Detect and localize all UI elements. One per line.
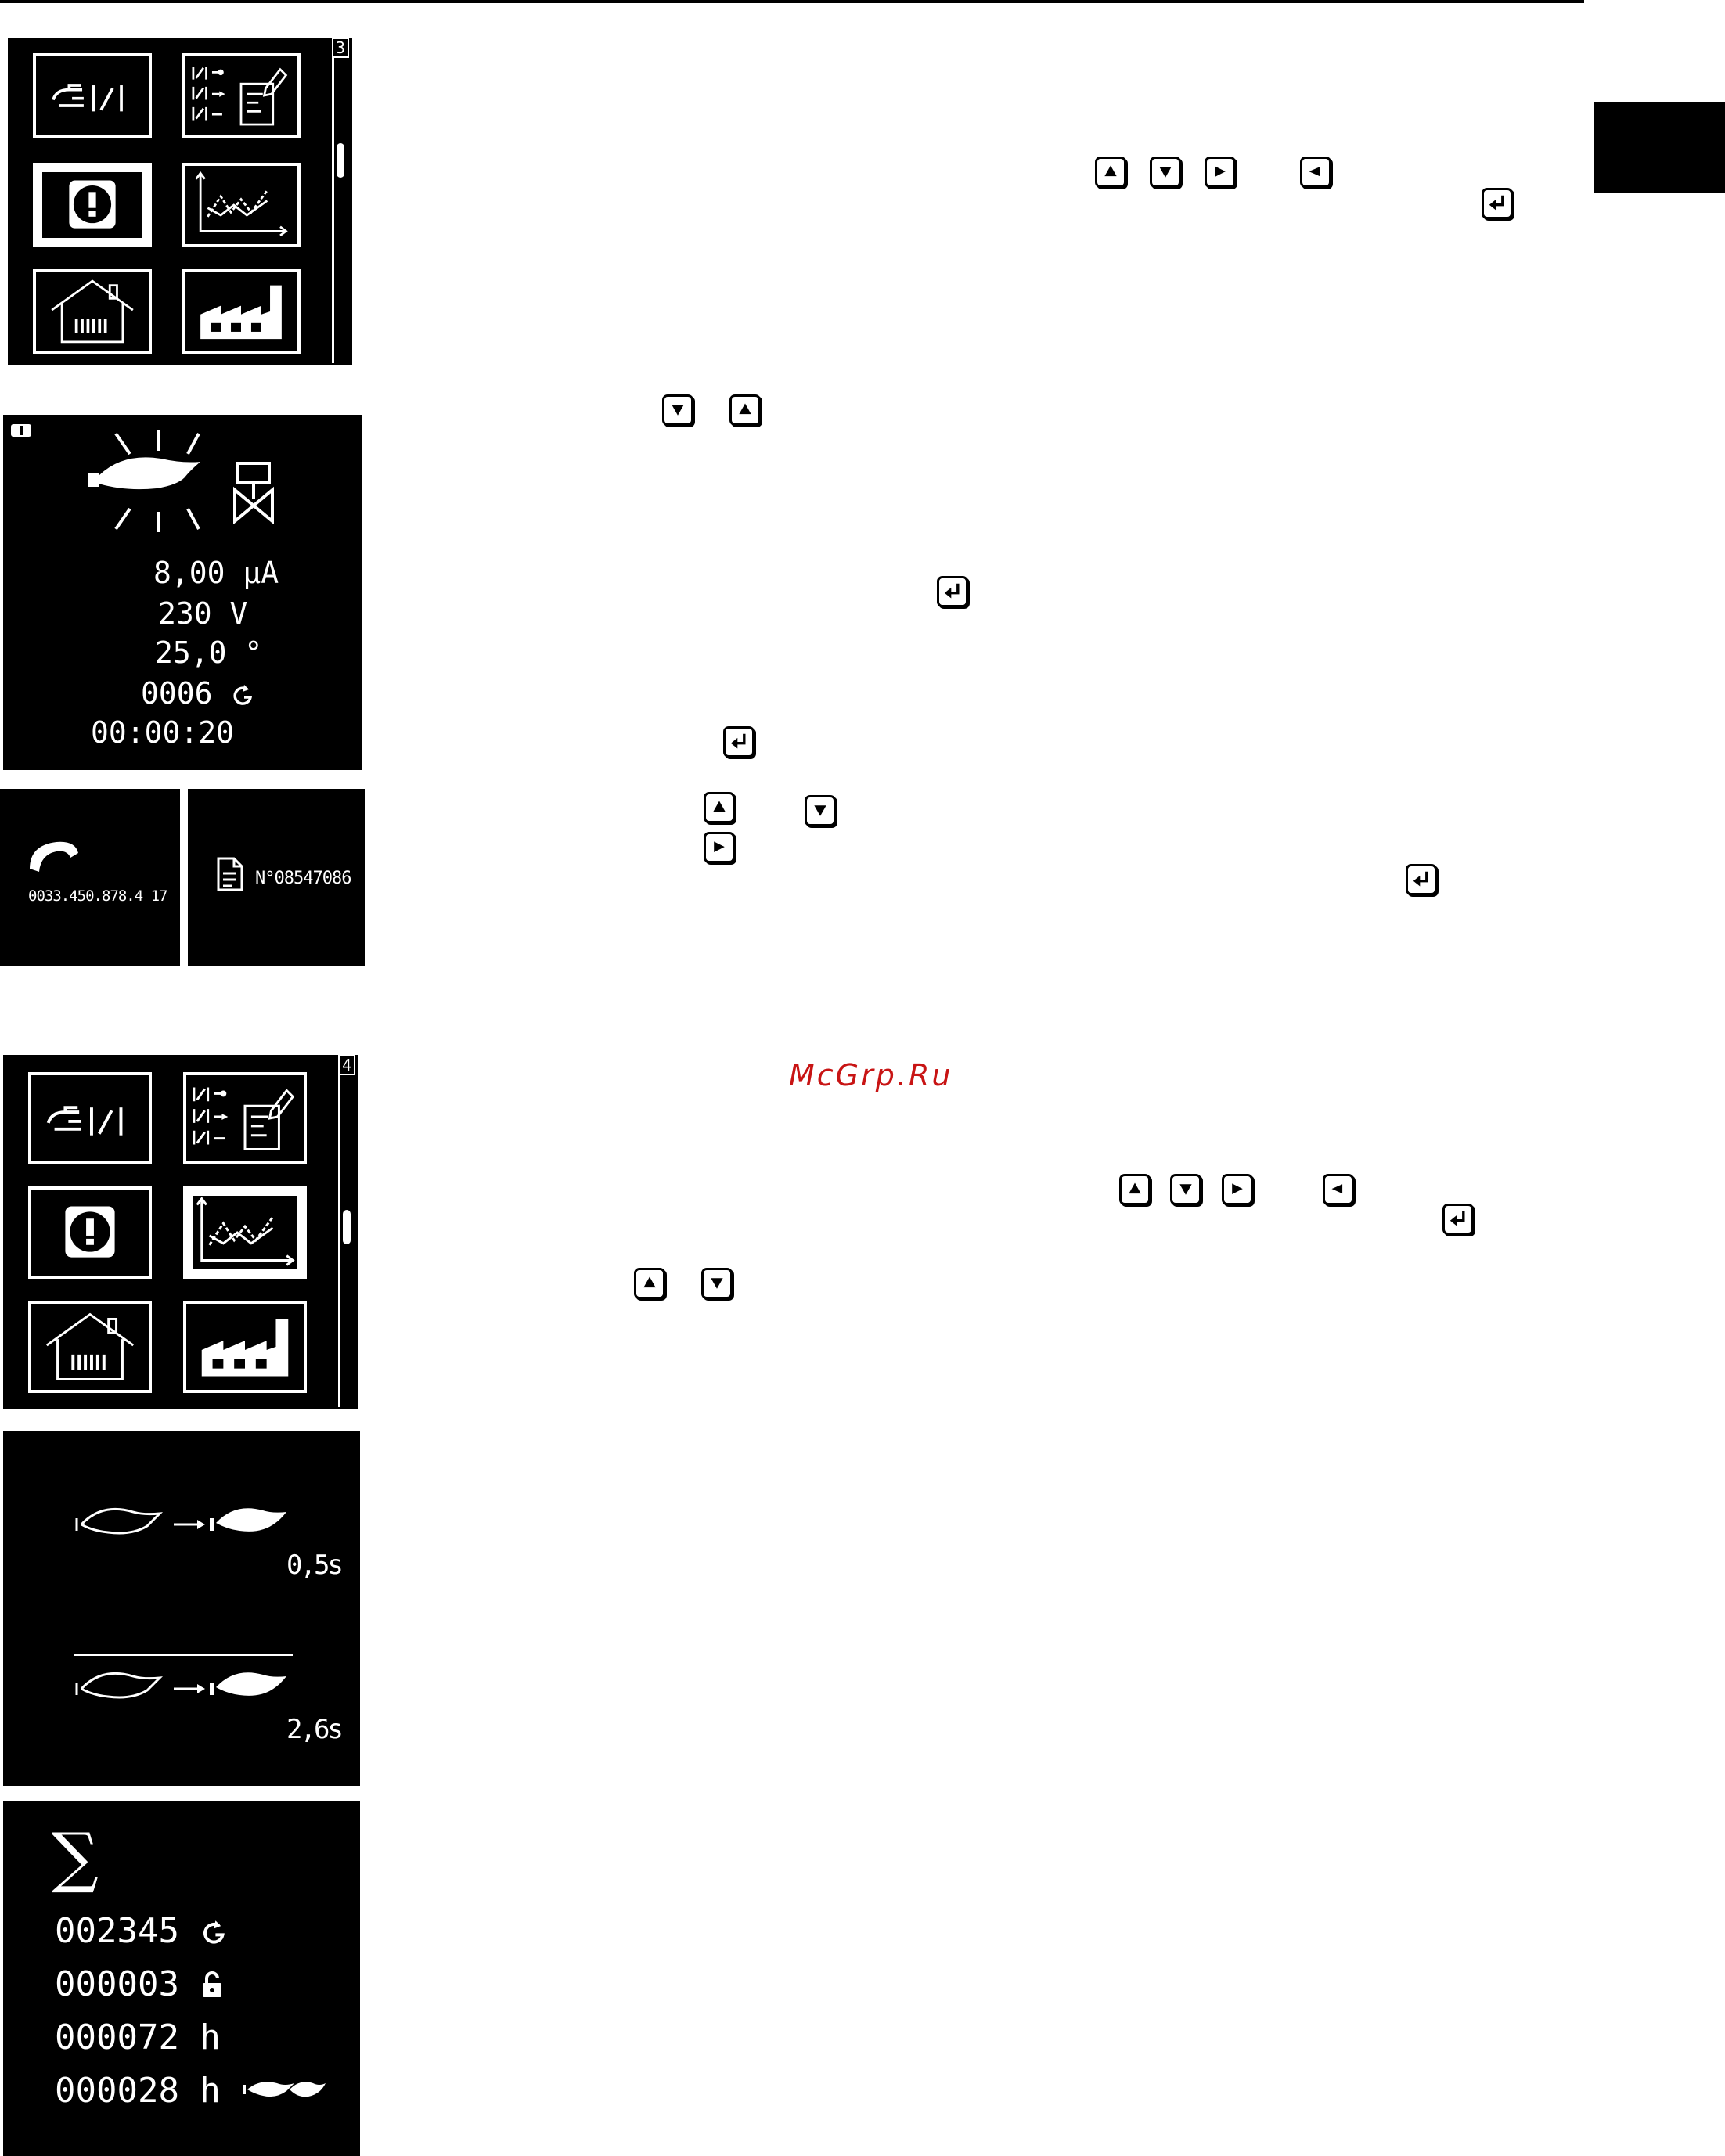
burner-status-screen <box>3 415 362 770</box>
right-arrow-key[interactable] <box>704 832 735 863</box>
contact-screen <box>0 789 180 966</box>
cycles-value <box>141 676 254 711</box>
valve-icon <box>230 460 277 524</box>
lockouts-count: 000003 <box>55 1964 179 2004</box>
factory-icon[interactable] <box>183 1301 307 1393</box>
up-arrow-key[interactable] <box>704 792 735 823</box>
temperature-value: 25,0 ° <box>155 635 263 670</box>
manual-switch-icon[interactable] <box>28 1072 152 1164</box>
enter-key[interactable] <box>937 576 968 607</box>
trend-chart-icon[interactable] <box>182 163 301 247</box>
total-hours: 000072 h <box>55 2017 221 2057</box>
up-arrow-key[interactable] <box>634 1268 665 1299</box>
flame-ignition-icon <box>72 1499 299 1550</box>
enter-key[interactable] <box>723 726 754 758</box>
up-arrow-key[interactable] <box>1119 1174 1151 1205</box>
enter-key[interactable] <box>1482 188 1513 219</box>
factory-icon[interactable] <box>182 269 301 354</box>
menu-screen-page-4 <box>3 1055 358 1409</box>
cycles-count: 0006 <box>141 676 213 711</box>
home-icon[interactable] <box>28 1301 152 1393</box>
home-icon[interactable] <box>33 269 152 354</box>
header-rule <box>0 0 1584 3</box>
ignition-time-screen <box>3 1431 360 1786</box>
chapter-tab <box>1594 102 1725 193</box>
restart-icon <box>230 683 254 707</box>
phone-number: 0033.450.878.4 17 <box>28 887 167 905</box>
ignition-time-1: 0,5s <box>286 1550 341 1581</box>
restart-icon <box>200 1919 226 1945</box>
serial-number: N°08547086 <box>255 869 351 888</box>
flame-current-value: 8,00 µA <box>153 556 279 590</box>
flame-ignition-icon <box>72 1664 299 1714</box>
parameters-icon[interactable] <box>182 53 301 138</box>
separator-line <box>74 1654 293 1656</box>
watermark: McGrp.Ru <box>789 1058 953 1092</box>
menu-screen-page-3 <box>8 38 352 365</box>
phone-icon <box>25 837 83 876</box>
down-arrow-key[interactable] <box>1150 157 1181 188</box>
down-arrow-key[interactable] <box>662 394 693 426</box>
sigma-symbol: ∑ <box>52 1819 99 1895</box>
manual-switch-icon[interactable] <box>33 53 152 138</box>
menu-scroll-thumb[interactable] <box>337 143 344 178</box>
down-arrow-key[interactable] <box>805 795 836 826</box>
page-number: 4 <box>338 1055 355 1075</box>
voltage-value: 230 V <box>158 596 248 631</box>
alarm-icon[interactable] <box>33 163 152 247</box>
left-arrow-key[interactable] <box>1300 157 1331 188</box>
serial-number-screen <box>188 789 365 966</box>
counters-screen <box>3 1801 360 2156</box>
enter-key[interactable] <box>1442 1204 1474 1235</box>
battery-icon <box>11 424 31 437</box>
enter-key[interactable] <box>1406 864 1437 895</box>
burner-starts-count: 002345 <box>55 1911 179 1951</box>
right-arrow-key[interactable] <box>1205 157 1236 188</box>
flame-icon <box>81 430 230 532</box>
lockouts-row <box>55 1964 225 2004</box>
up-arrow-key[interactable] <box>729 394 761 426</box>
menu-scrollbar[interactable] <box>332 39 343 363</box>
menu-scroll-thumb[interactable] <box>343 1210 351 1244</box>
page-number: 3 <box>332 38 349 58</box>
left-arrow-key[interactable] <box>1323 1174 1354 1205</box>
document-icon <box>216 856 244 892</box>
lock-icon <box>200 1971 225 1999</box>
down-arrow-key[interactable] <box>701 1268 733 1299</box>
elapsed-time-value: 00:00:20 <box>91 715 235 750</box>
ignition-time-2: 2,6s <box>286 1714 341 1745</box>
alarm-icon[interactable] <box>28 1186 152 1279</box>
trend-chart-icon[interactable] <box>183 1186 307 1279</box>
burner-starts-row <box>55 1911 226 1951</box>
down-arrow-key[interactable] <box>1170 1174 1201 1205</box>
flame-hours: 000028 h <box>55 2071 221 2111</box>
flame-hours-row <box>55 2071 327 2111</box>
flame-icon <box>241 2075 327 2104</box>
right-arrow-key[interactable] <box>1222 1174 1253 1205</box>
up-arrow-key[interactable] <box>1095 157 1126 188</box>
parameters-icon[interactable] <box>183 1072 307 1164</box>
